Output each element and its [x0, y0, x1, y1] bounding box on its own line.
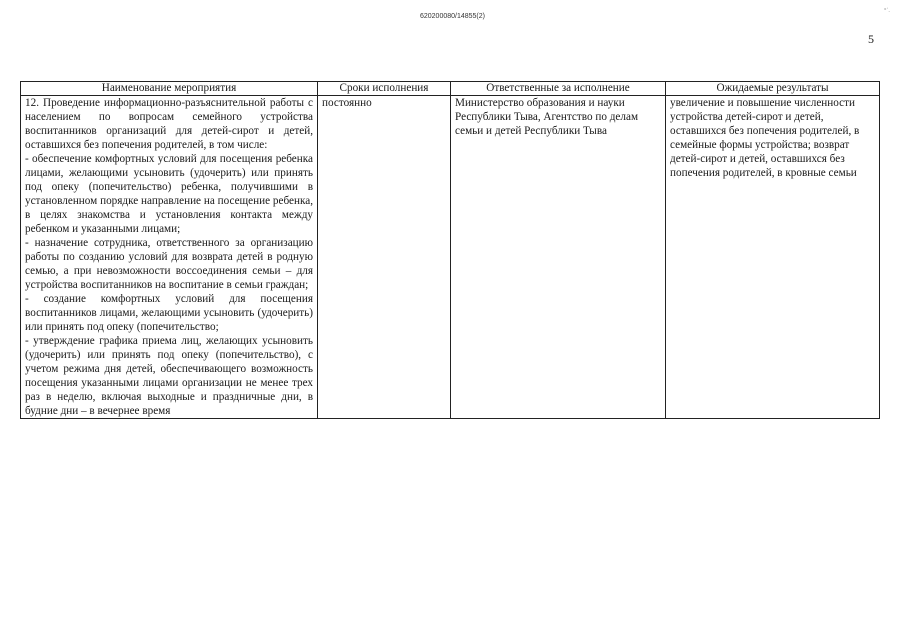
activity-cell — [21, 96, 318, 419]
column-header-deadline: Сроки исполнения — [318, 82, 451, 96]
column-header-activity: Наименование мероприятия — [21, 82, 318, 96]
deadline-cell: постоянно — [318, 96, 451, 419]
activity-paragraph: - утверждение графика приема лиц, желающих усыновить (удочерить) или принять под опеку (попечительство), с учетом режима дня детей, обеспечивающего возможность посещения указанными лицами организации не менее трех раз в неделю, включая выходные и праздничные дни, в будние дни – в вечернее время — [25, 335, 313, 417]
activity-paragraph: - создание комфортных условий для посещения воспитанников лицами, желающими усыновить (удочерить) или принять под опеку (попечительство; — [25, 293, 313, 333]
page-number: 5 — [868, 32, 874, 46]
activity-paragraph: 12. Проведение информационно-разъяснительной работы с населением по вопросам семейного устройства воспитанников организаций для детей-сирот и детей, оставшихся без попечения родителей, в том числе: — [25, 97, 313, 151]
results-cell: увеличение и повышение численности устройства детей-сирот и детей, оставшихся без попечения родителей, в семейные формы устройства; возврат детей-сирот и детей, оставшихся без попечения родителей, в кровные семьи — [666, 96, 880, 419]
table-row — [21, 96, 880, 419]
column-header-responsible: Ответственные за исполнение — [451, 82, 666, 96]
corner-mark: °ʿ. — [884, 8, 890, 14]
activity-paragraph: - назначение сотрудника, ответственного за организацию работы по созданию условий для возврата детей в родную семью, а при невозможности воссоединения семьи – для устройства воспитанников на воспитание в семьи граждан; — [25, 237, 313, 291]
activities-table — [20, 81, 880, 419]
column-header-results: Ожидаемые результаты — [666, 82, 880, 96]
table-header-row — [21, 82, 880, 96]
responsible-cell: Министерство образования и науки Республики Тыва, Агентство по делам семьи и детей Республики Тыва — [451, 96, 666, 419]
activity-paragraph: - обеспечение комфортных условий для посещения ребенка лицами, желающими усыновить (удочерить) или принять под опеку (попечительство) ребенка, получившими в установленном порядке направление на посещение ребенка, в целях знакомства и установления контакта между ребенком и указанными лицами; — [25, 153, 313, 235]
document-code: 620200080/14855(2) — [419, 13, 485, 20]
